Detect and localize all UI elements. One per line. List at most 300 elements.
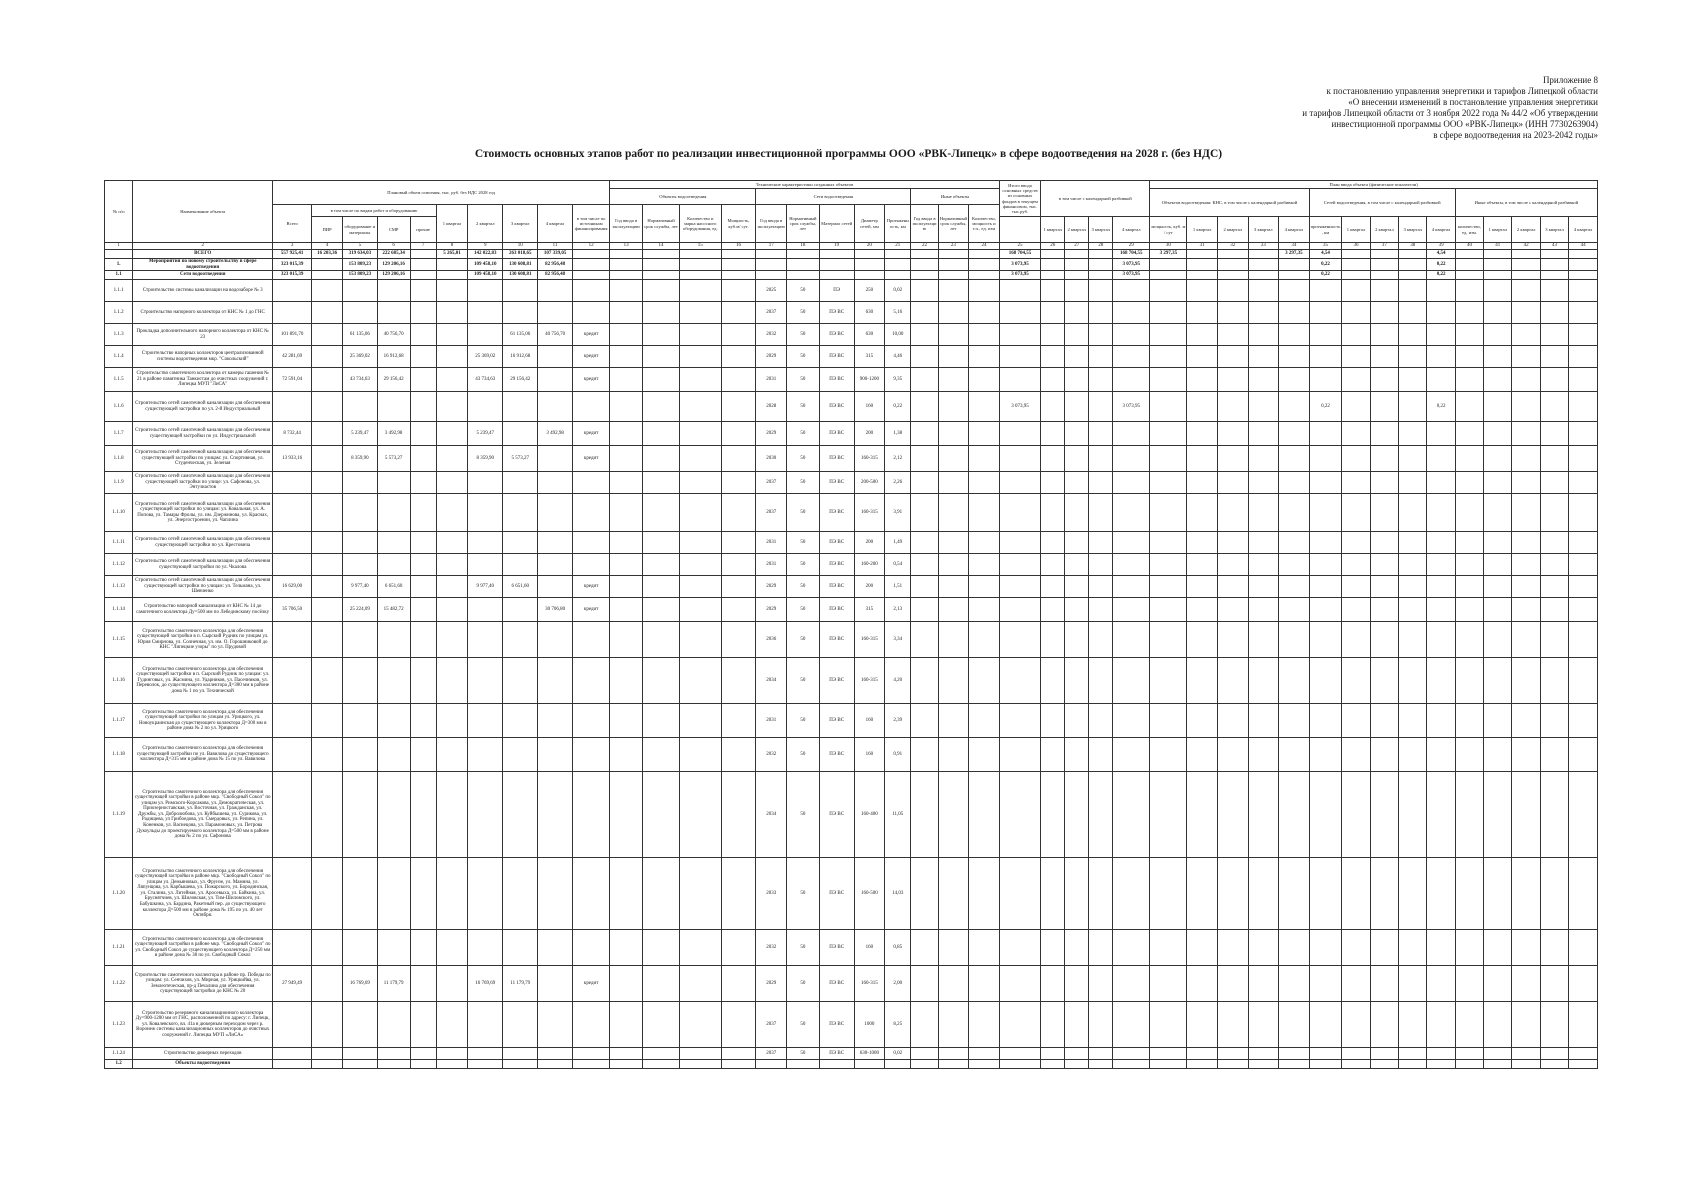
table-cell (1279, 704, 1310, 738)
table-row (105, 1048, 1598, 1060)
table-cell (1484, 532, 1512, 554)
table-cell (410, 368, 436, 392)
table-cell (410, 472, 436, 494)
object-name: Строительство сетей самотечной канализации для обеспечения существующей застройки по улице: ул. Сафонова, ул. Энтузиастов (133, 472, 273, 494)
table-cell (410, 658, 436, 704)
table-cell (969, 446, 1000, 472)
table-cell (1370, 576, 1398, 598)
column-number: 36 (1342, 243, 1370, 250)
table-cell (1279, 346, 1310, 368)
table-cell (680, 392, 721, 422)
table-cell (1217, 532, 1248, 554)
table-cell (642, 324, 679, 346)
table-cell (436, 658, 468, 704)
table-cell: 200 (854, 532, 885, 554)
table-cell (1187, 704, 1218, 738)
table-cell (1569, 704, 1598, 738)
table-cell (273, 658, 312, 704)
table-cell (1512, 259, 1540, 271)
table-cell (1484, 966, 1512, 1002)
table-cell: ПЭ ВС (819, 302, 854, 324)
table-cell (342, 738, 377, 772)
header-norm-life-net: Нормативный срок службы, лет (786, 205, 819, 243)
table-cell (468, 1002, 503, 1048)
table-cell (999, 1060, 1040, 1069)
table-cell (854, 259, 885, 271)
table-cell: кредит (573, 598, 610, 622)
object-name: Строительство самотечного коллектора для обеспечения существующей застройки по улицам ул. Урицкого, ул. Новоукраинская до существующего коллектора Д=300 мм в районе дома № 2 по ул. Урицкого (133, 704, 273, 738)
table-cell: 5 573,27 (377, 446, 410, 472)
table-cell (1484, 422, 1512, 446)
table-cell (273, 554, 312, 576)
table-cell (1427, 368, 1455, 392)
table-cell (610, 622, 643, 658)
table-cell: 130 608,81 (503, 271, 538, 280)
table-cell (721, 772, 756, 858)
table-cell (938, 772, 969, 858)
table-cell: 4,54 (1427, 250, 1455, 259)
table-cell (999, 772, 1040, 858)
table-cell (911, 494, 938, 532)
table-cell (1150, 772, 1187, 858)
table-cell (538, 930, 573, 966)
table-cell (1041, 422, 1065, 446)
table-cell (377, 1048, 410, 1060)
table-cell (756, 271, 787, 280)
table-cell (911, 250, 938, 259)
table-cell (342, 858, 377, 930)
table-cell (538, 738, 573, 772)
table-cell (436, 576, 468, 598)
table-cell (999, 472, 1040, 494)
table-cell (938, 271, 969, 280)
column-number: 7 (410, 243, 436, 250)
table-cell: 0,22 (1427, 259, 1455, 271)
table-cell (1342, 302, 1370, 324)
table-cell (1248, 259, 1279, 271)
table-cell (721, 472, 756, 494)
table-cell (1279, 532, 1310, 554)
table-cell: 2032 (756, 930, 787, 966)
table-cell (969, 576, 1000, 598)
table-cell (538, 576, 573, 598)
table-cell (1399, 302, 1427, 324)
table-cell: ПЭ ВС (819, 532, 854, 554)
table-cell (1187, 250, 1218, 259)
table-cell (819, 271, 854, 280)
table-cell (1540, 930, 1568, 966)
table-cell (680, 422, 721, 446)
table-cell (1427, 422, 1455, 446)
table-cell (1540, 271, 1568, 280)
table-cell (1065, 532, 1089, 554)
table-cell (610, 858, 643, 930)
table-cell (610, 738, 643, 772)
table-cell (1150, 494, 1187, 532)
table-cell (969, 280, 1000, 302)
table-cell (1540, 1048, 1568, 1060)
table-cell (1089, 280, 1113, 302)
table-cell (1217, 598, 1248, 622)
table-cell: 50 (786, 576, 819, 598)
table-cell (1041, 772, 1065, 858)
table-cell (312, 324, 343, 346)
table-cell (436, 346, 468, 368)
table-cell (468, 494, 503, 532)
table-cell (911, 259, 938, 271)
table-cell (273, 494, 312, 532)
table-cell (680, 772, 721, 858)
table-cell (1342, 930, 1370, 966)
table-cell: 315 (854, 598, 885, 622)
table-cell: 42 281,69 (273, 346, 312, 368)
table-cell: ПЭ ВС (819, 738, 854, 772)
row-number: 1. (105, 259, 133, 271)
table-cell (1113, 446, 1150, 472)
table-cell (1512, 1060, 1540, 1069)
table-cell (1399, 346, 1427, 368)
table-cell (273, 532, 312, 554)
table-row (105, 1002, 1598, 1048)
column-number: 6 (377, 243, 410, 250)
table-cell (938, 392, 969, 422)
table-cell (610, 324, 643, 346)
object-name: Строительство резервного канализационного коллектора Ду=900-1200 мм от ГНС, расположенной по адресу: г. Липецк, ул. Ковалевского, вл. 41а в дюкерным переходом через р. Воронеж системы канализационных коллекторов до очистных сооружений г. Липецка МУП «ЛиСА» (133, 1002, 273, 1048)
table-cell (410, 704, 436, 738)
table-cell (1427, 576, 1455, 598)
table-cell: 200 (854, 576, 885, 598)
table-cell (1217, 472, 1248, 494)
table-cell (1540, 368, 1568, 392)
table-cell (1248, 772, 1279, 858)
table-cell (1569, 259, 1598, 271)
table-cell (1309, 576, 1342, 598)
table-cell (1150, 472, 1187, 494)
table-cell: 5 239,47 (468, 422, 503, 446)
table-cell: 168 704,55 (999, 250, 1040, 259)
table-cell (538, 280, 573, 302)
table-cell (938, 930, 969, 966)
table-cell (1217, 346, 1248, 368)
table-cell: 2029 (756, 966, 787, 1002)
table-cell (1041, 658, 1065, 704)
table-cell (273, 392, 312, 422)
table-cell (610, 280, 643, 302)
table-cell (503, 930, 538, 966)
object-name: Строительство напорных коллекторов централизованной системы водоотведения мкр. "Сокольский" (133, 346, 273, 368)
table-cell: 130 608,81 (503, 259, 538, 271)
table-cell (538, 858, 573, 930)
table-cell: ПЭ ВС (819, 346, 854, 368)
table-cell (1540, 259, 1568, 271)
table-cell (911, 368, 938, 392)
table-cell (436, 1048, 468, 1060)
table-cell (680, 368, 721, 392)
row-number: 1.2 (105, 1060, 133, 1069)
table-cell (436, 598, 468, 622)
table-cell (503, 392, 538, 422)
table-cell (885, 271, 911, 280)
table-cell (1399, 658, 1427, 704)
table-cell (468, 554, 503, 576)
table-row (105, 532, 1598, 554)
table-cell (938, 324, 969, 346)
table-cell (1187, 346, 1218, 368)
table-cell (1113, 704, 1150, 738)
header-length-k: протяженность, км (1309, 217, 1342, 243)
table-cell (819, 1060, 854, 1069)
column-number: 3 (273, 243, 312, 250)
table-cell (1342, 324, 1370, 346)
table-cell (1279, 658, 1310, 704)
table-cell (1569, 532, 1598, 554)
table-cell (1113, 858, 1150, 930)
object-name: Строительство самотечного коллектора для обеспечения существующей застройки в п. Сырский Рудник по улицам: ул. Гудинговых, ул. Жасмина, ул. Ударников, ул. Пасечников, ул. Переволок, до существующего коллектора Д=300 мм в районе дома № 1 по ул. Технической (133, 658, 273, 704)
table-cell (1399, 1002, 1427, 1048)
table-cell (1512, 1048, 1540, 1060)
table-cell: 50 (786, 598, 819, 622)
table-cell: 9 977,40 (342, 576, 377, 598)
table-cell (410, 422, 436, 446)
table-cell (969, 704, 1000, 738)
table-cell: 2037 (756, 1002, 787, 1048)
table-cell (1569, 622, 1598, 658)
table-cell (1342, 368, 1370, 392)
table-cell (680, 738, 721, 772)
header-oq4: 4 квартал (1569, 217, 1598, 243)
table-cell: 50 (786, 368, 819, 392)
table-cell (1113, 472, 1150, 494)
table-cell (468, 772, 503, 858)
table-cell (410, 446, 436, 472)
table-cell (610, 302, 643, 324)
table-cell (680, 598, 721, 622)
object-name: Строительство самотечного коллектора в районе пр. Победы по улицам: ул. Сенчихов, ул. Мирная, ул. Урицкийва, ул. Землеотеческая, пр-д Печалина для обеспечения существующей застройки до КНС № 20 (133, 966, 273, 1002)
table-cell (1089, 576, 1113, 598)
table-cell (1342, 1002, 1370, 1048)
table-cell: 3 492,98 (377, 422, 410, 446)
table-cell (756, 250, 787, 259)
table-cell (969, 598, 1000, 622)
table-cell (1342, 532, 1370, 554)
table-cell (911, 772, 938, 858)
table-row (105, 250, 1598, 259)
table-cell: 25 224,09 (342, 598, 377, 622)
table-cell: кредит (573, 446, 610, 472)
table-cell (969, 1002, 1000, 1048)
table-cell (503, 704, 538, 738)
table-cell (642, 622, 679, 658)
table-cell: 2037 (756, 472, 787, 494)
table-cell (312, 622, 343, 658)
table-cell (1089, 1048, 1113, 1060)
table-cell (1248, 422, 1279, 446)
table-cell: 30 706,80 (538, 598, 573, 622)
table-cell: ПЭ ВС (819, 704, 854, 738)
table-cell (1370, 930, 1398, 966)
table-cell (1342, 259, 1370, 271)
table-cell (642, 858, 679, 930)
table-cell (1540, 346, 1568, 368)
table-cell (1065, 271, 1089, 280)
table-cell (1150, 446, 1187, 472)
table-cell (1065, 772, 1089, 858)
table-cell (680, 532, 721, 554)
table-cell (911, 392, 938, 422)
header-kq2: 2 квартал (1217, 217, 1248, 243)
table-cell (273, 302, 312, 324)
table-cell (1187, 392, 1218, 422)
table-cell (1248, 392, 1279, 422)
table-cell: 3 073,95 (1113, 259, 1150, 271)
table-cell: 0,22 (1309, 259, 1342, 271)
table-cell (436, 271, 468, 280)
table-cell (680, 1060, 721, 1069)
table-cell: 0,54 (885, 554, 911, 576)
table-cell (1279, 422, 1310, 446)
header-material: Материал сетей (819, 205, 854, 243)
row-number: 1.1.23 (105, 1002, 133, 1048)
table-cell (468, 302, 503, 324)
table-cell: 160-315 (854, 446, 885, 472)
table-cell (538, 494, 573, 532)
table-cell (436, 1060, 468, 1069)
table-cell: 5,16 (885, 302, 911, 324)
table-cell: 11,05 (885, 772, 911, 858)
table-cell (1540, 622, 1568, 658)
table-cell (642, 1060, 679, 1069)
table-cell (999, 554, 1040, 576)
table-cell (1484, 622, 1512, 658)
header-capacity-k: мощность, куб. м / сут (1150, 217, 1187, 243)
table-cell (1041, 930, 1065, 966)
table-cell (1399, 598, 1427, 622)
table-cell (1309, 1060, 1342, 1069)
table-cell (342, 930, 377, 966)
table-cell (610, 554, 643, 576)
column-number: 19 (819, 243, 854, 250)
table-cell (1217, 422, 1248, 446)
table-cell (1309, 858, 1342, 930)
table-cell (573, 472, 610, 494)
table-cell (273, 1048, 312, 1060)
table-cell: 109 458,10 (468, 259, 503, 271)
table-cell (938, 622, 969, 658)
table-cell (1065, 259, 1089, 271)
row-number (105, 250, 133, 259)
table-cell (642, 1048, 679, 1060)
table-cell (680, 250, 721, 259)
table-cell (1150, 704, 1187, 738)
object-name: Строительство напорной канализации от КНС № 14 до самотечного коллектора Ду=500 мм по Лебединскому посёлку (133, 598, 273, 622)
table-cell (410, 250, 436, 259)
table-cell (1279, 772, 1310, 858)
table-cell: ПЭ ВС (819, 494, 854, 532)
table-cell: 2029 (756, 576, 787, 598)
table-cell (610, 392, 643, 422)
table-cell (1041, 1048, 1065, 1060)
table-cell (969, 772, 1000, 858)
table-cell (1248, 576, 1279, 598)
table-cell (377, 532, 410, 554)
table-cell (503, 472, 538, 494)
table-cell (1217, 494, 1248, 532)
table-row (105, 772, 1598, 858)
table-cell (468, 598, 503, 622)
table-cell: 82 956,48 (538, 271, 573, 280)
object-name: Строительство сетей самотечной канализации для обеспечения существующей застройки по улицам: ул. Тельмана, ул. Шевченко (133, 576, 273, 598)
table-cell (1065, 704, 1089, 738)
table-cell (938, 738, 969, 772)
table-cell (468, 392, 503, 422)
row-number: 1.1.6 (105, 392, 133, 422)
table-cell (468, 532, 503, 554)
table-cell (1569, 324, 1598, 346)
object-name: Строительство сетей самотечной канализации для обеспечения существующей застройки по улицам: ул. Ковальная, ул. А. Попова, ул. Тамары Фролы, ул. им. Дзержинова, ул. Краснах, ул. Энергостроении, ул. Чаплина (133, 494, 273, 532)
table-cell: 222 685,34 (377, 250, 410, 259)
table-cell (342, 302, 377, 324)
table-cell (273, 930, 312, 966)
table-cell (1512, 368, 1540, 392)
table-cell: 3 492,98 (538, 422, 573, 446)
header-smr: СМР (377, 217, 410, 243)
table-cell (1041, 280, 1065, 302)
table-cell: 50 (786, 280, 819, 302)
table-cell: 16 769,69 (468, 966, 503, 1002)
table-cell (1512, 738, 1540, 772)
table-cell (680, 346, 721, 368)
object-name: Мероприятия по новому строительству в сфере водоотведения (133, 259, 273, 271)
table-cell (538, 1060, 573, 1069)
table-cell (610, 658, 643, 704)
table-cell (911, 622, 938, 658)
table-cell: ПЭ ВС (819, 576, 854, 598)
table-cell: 8 359,90 (468, 446, 503, 472)
table-cell: 4,20 (885, 658, 911, 704)
table-cell (1113, 930, 1150, 966)
object-name: Строительство самотечного коллектора для обеспечения существующей застройки в п. Сырский Рудник по улицам ул. Юрия Смирнова, ул. Солнечная, ул. им. О. Горошниковой до КНС "Липецкие узоры" по ул. Прудовой (133, 622, 273, 658)
table-cell (1569, 738, 1598, 772)
table-cell (680, 1002, 721, 1048)
table-cell (312, 738, 343, 772)
table-cell: 8 732,44 (273, 422, 312, 446)
table-cell (1089, 250, 1113, 259)
table-cell (1540, 738, 1568, 772)
table-cell (1342, 1048, 1370, 1060)
header-q4s: 4 квартал (1113, 217, 1150, 243)
table-cell (1484, 250, 1512, 259)
column-number: 32 (1217, 243, 1248, 250)
table-cell (642, 598, 679, 622)
table-cell (1455, 1060, 1483, 1069)
table-row (105, 576, 1598, 598)
table-cell (1399, 446, 1427, 472)
table-cell (885, 1060, 911, 1069)
table-cell (1065, 1002, 1089, 1048)
column-number: 2 (133, 243, 273, 250)
table-cell (1089, 704, 1113, 738)
table-cell (410, 576, 436, 598)
table-cell (1309, 738, 1342, 772)
table-cell (410, 858, 436, 930)
table-cell (573, 554, 610, 576)
table-cell (1217, 392, 1248, 422)
table-cell: 160-315 (854, 658, 885, 704)
table-cell (1113, 738, 1150, 772)
table-cell: 2036 (756, 622, 787, 658)
table-cell (1455, 576, 1483, 598)
table-cell: 3 073,95 (1113, 392, 1150, 422)
